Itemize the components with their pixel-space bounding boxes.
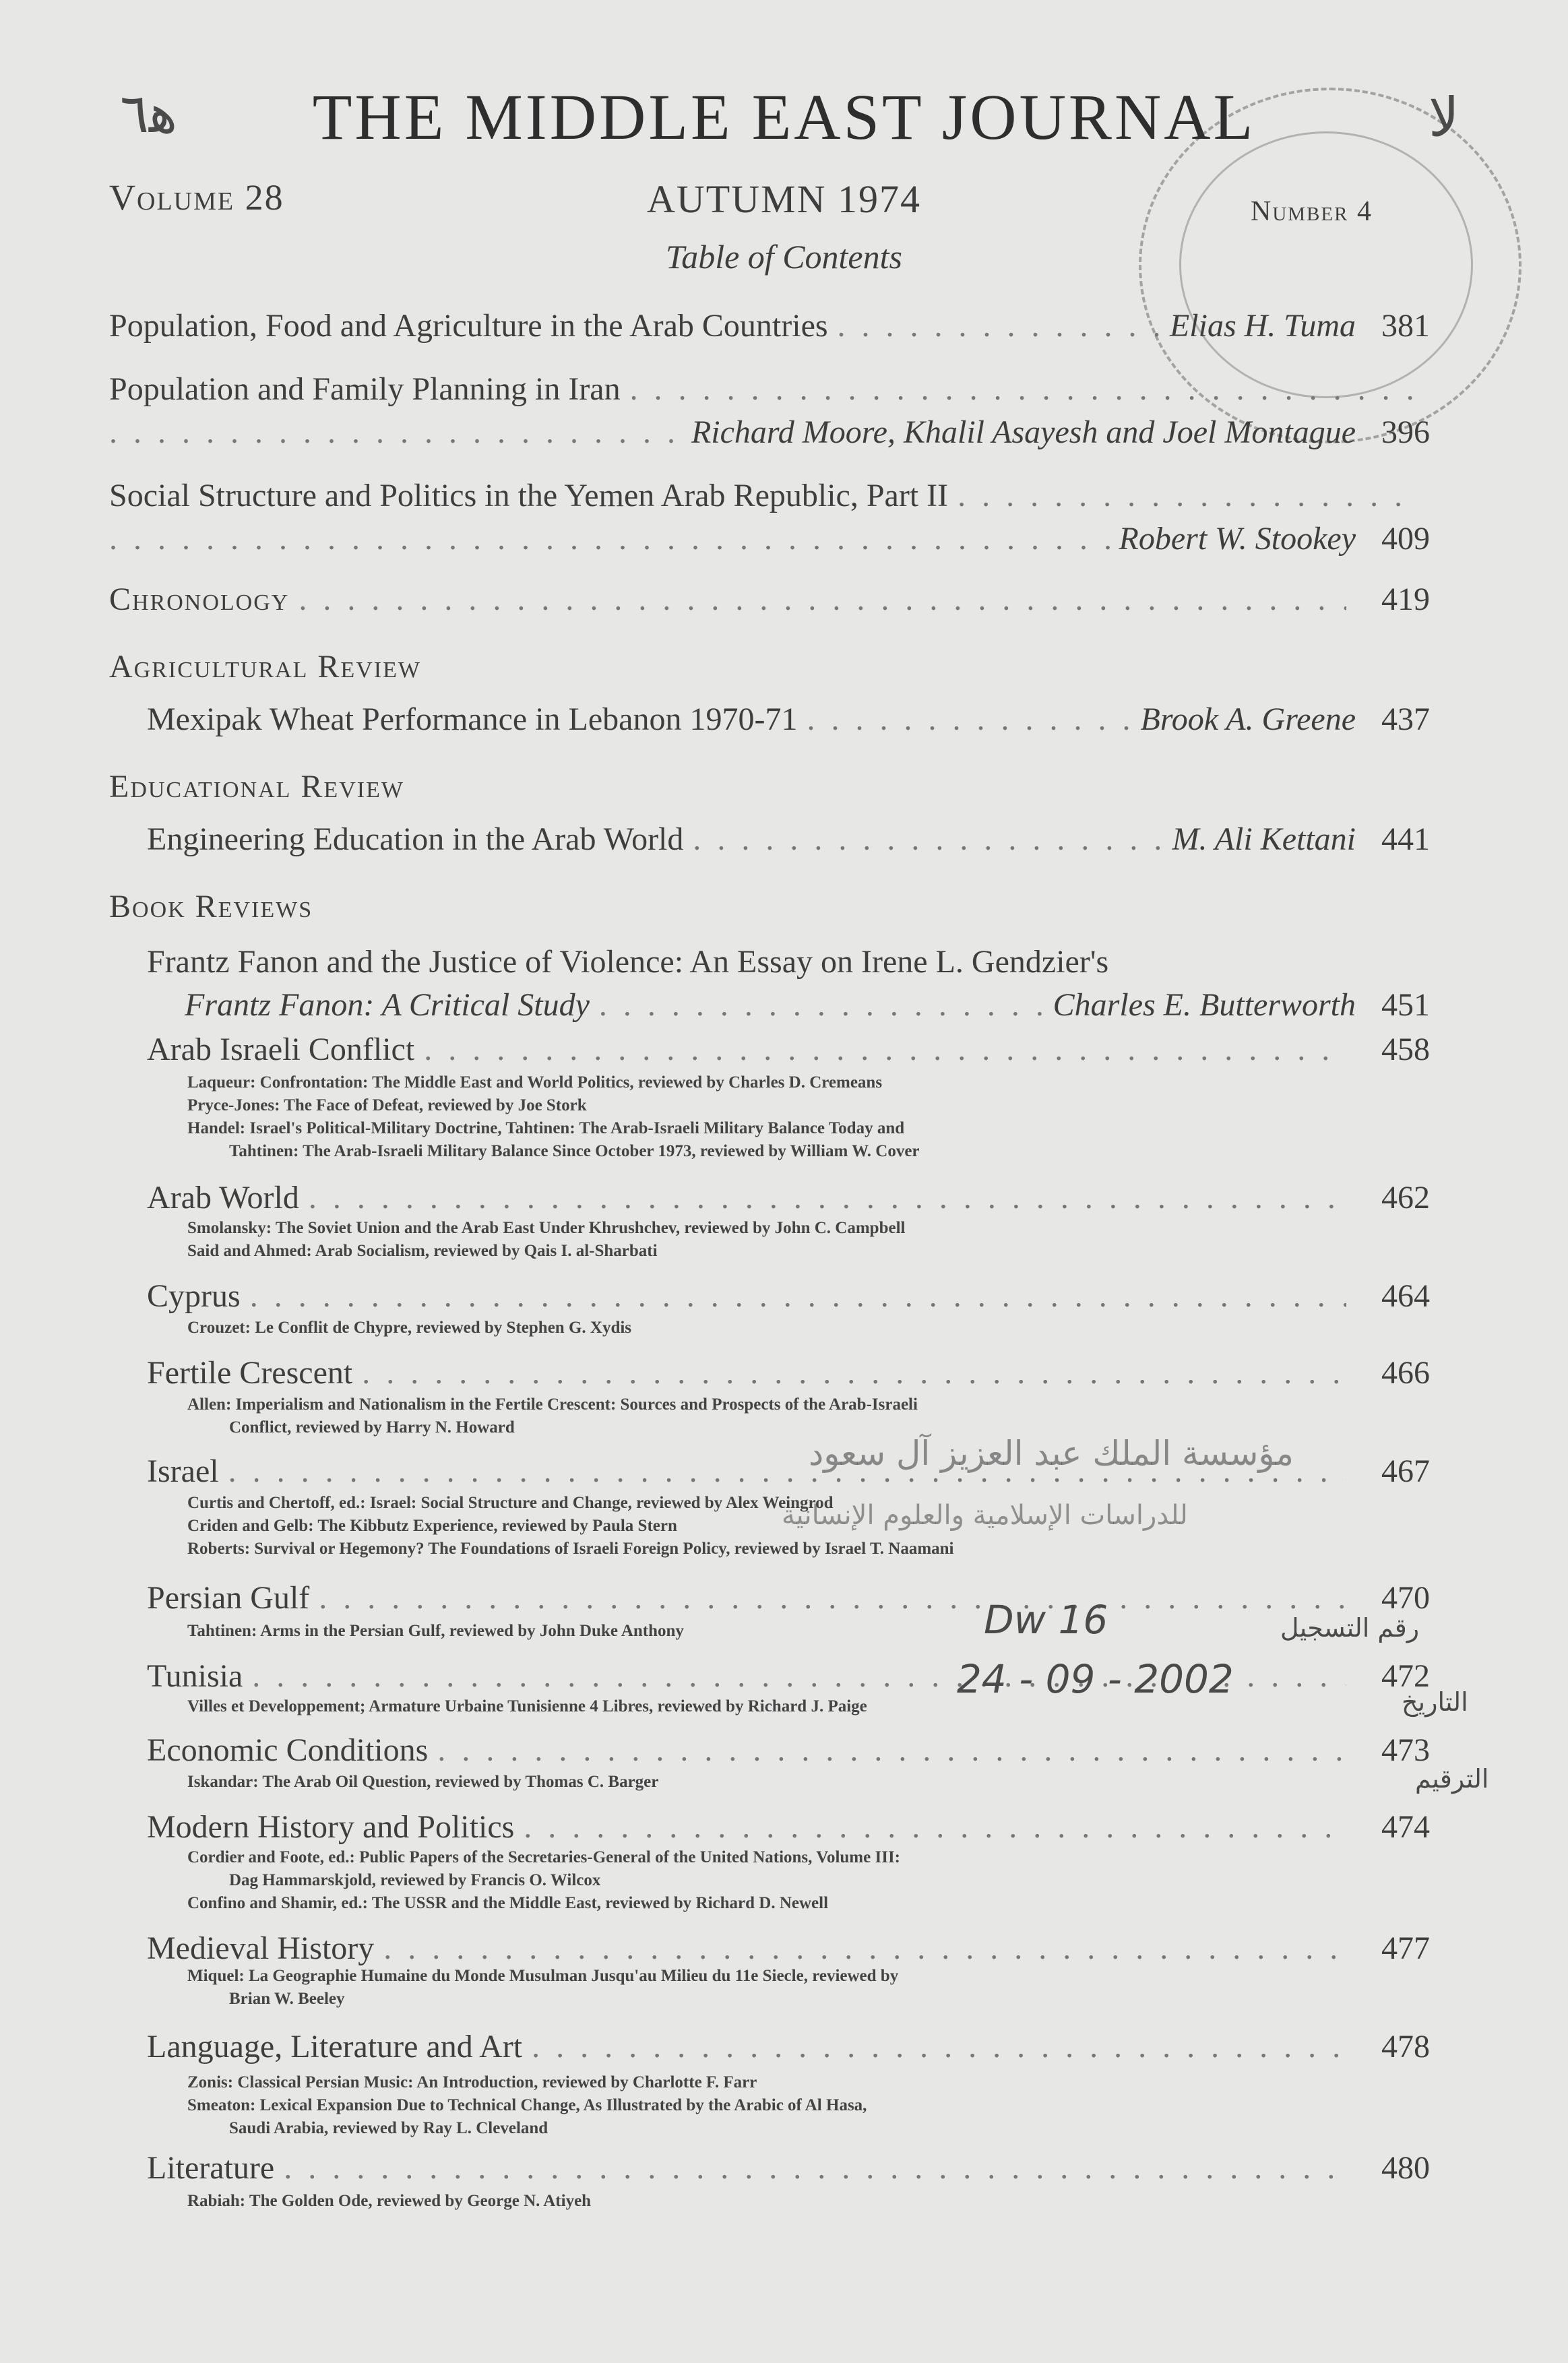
review-item: Tahtinen: The Arab-Israeli Military Balance Since October 1973, reviewed by William W. Cover	[229, 1142, 920, 1160]
review-items	[187, 2071, 1333, 2140]
page-number: 451	[1381, 987, 1430, 1023]
review-section-entry	[109, 1806, 1430, 1849]
dot-leader	[532, 2025, 1346, 2069]
review-item: Smeaton: Lexical Expansion Due to Technical Change, As Illustrated by the Arabic of Al Hasa,	[187, 2096, 867, 2114]
review-item: Crouzet: Le Conflit de Chypre, reviewed by Stephen G. Xydis	[187, 1319, 632, 1337]
review-item: Brian W. Beeley	[229, 1990, 345, 2008]
fanon-entry	[109, 941, 1430, 1027]
section-label: Educational Review	[109, 769, 404, 805]
section-label: Book Reviews	[109, 889, 313, 924]
review-section-entry	[109, 1176, 1430, 1220]
article-entry	[109, 305, 1430, 348]
stamp-class-label: الترقيم	[1415, 1764, 1489, 1794]
review-item: Dag Hammarskjold, reviewed by Francis O. Wilcox	[229, 1871, 601, 1889]
review-section-title: Literature	[147, 2150, 275, 2186]
review-item: Cordier and Foote, ed.: Public Papers of the Secretaries-General of the United Nations, Volume III:	[187, 1848, 900, 1866]
page-number: 462	[1381, 1180, 1430, 1216]
review-items	[187, 1620, 1333, 1643]
review-section-title: Cyprus	[147, 1278, 241, 1314]
dot-leader	[109, 411, 682, 454]
dot-leader	[524, 1806, 1346, 1849]
page-number: 473	[1381, 1732, 1430, 1768]
stamp-date-label: التاريخ	[1402, 1687, 1468, 1717]
review-item: Villes et Developpement; Armature Urbaine Tunisienne 4 Libres, reviewed by Richard J. Paige	[187, 1697, 867, 1715]
dot-leader	[958, 474, 1420, 517]
review-items	[187, 1317, 1333, 1340]
review-item: Saudi Arabia, reviewed by Ray L. Cleveland	[229, 2119, 548, 2137]
dot-leader	[250, 1275, 1346, 1318]
educational-review-heading	[109, 765, 1430, 809]
page-number: 472	[1381, 1658, 1430, 1694]
page-number: 441	[1381, 821, 1430, 857]
dot-leader	[437, 1729, 1346, 1772]
review-section-entry	[109, 1927, 1430, 1970]
review-item: Roberts: Survival or Hegemony? The Foundations of Israeli Foreign Policy, reviewed by Israel T. Naamani	[187, 1540, 954, 1558]
article-author: M. Ali Kettani	[1172, 821, 1356, 857]
article-title: Mexipak Wheat Performance in Lebanon 1970-71	[147, 701, 798, 737]
issue-number: Number 4	[1251, 196, 1373, 227]
review-section-title: Fertile Crescent	[147, 1355, 353, 1391]
page-number: 437	[1381, 701, 1430, 737]
dot-leader	[424, 1028, 1346, 1071]
journal-title: THE MIDDLE EAST JOURNAL	[312, 81, 1256, 153]
dot-leader	[309, 1176, 1346, 1220]
stamp-date-value: 24 - 09 - 2002	[957, 1656, 1234, 1702]
stamp-reg-label: رقم التسجيل	[1280, 1613, 1420, 1643]
review-section-entry	[109, 1729, 1430, 1772]
review-section-title: Language, Literature and Art	[147, 2029, 523, 2065]
article-entry	[109, 474, 1430, 561]
review-items	[187, 1846, 1333, 1915]
educational-review-entry	[109, 818, 1430, 861]
review-item: Curtis and Chertoff, ed.: Israel: Social Structure and Change, reviewed by Alex Weingrod	[187, 1494, 834, 1512]
review-section-entry	[109, 2147, 1430, 2190]
review-items	[187, 1393, 1333, 1439]
review-item: Miquel: La Geographie Humaine du Monde Musulman Jusqu'au Milieu du 11e Siecle, reviewed by	[187, 1967, 899, 1985]
review-item: Pryce-Jones: The Face of Defeat, reviewed by Joe Stork	[187, 1096, 587, 1114]
article-entry	[109, 368, 1430, 454]
article-author: Elias H. Tuma	[1169, 308, 1356, 344]
dot-leader	[630, 368, 1420, 411]
article-title: Population and Family Planning in Iran	[109, 371, 621, 407]
review-section-title: Tunisia	[147, 1658, 243, 1694]
review-section-entry	[109, 1028, 1430, 1071]
page-number: 477	[1381, 1930, 1430, 1966]
review-section-title: Arab World	[147, 1180, 299, 1216]
corner-mark-left: ﻫ٦	[120, 82, 178, 145]
dot-leader	[299, 578, 1346, 621]
section-label: Chronology	[109, 581, 290, 617]
dot-leader	[599, 984, 1044, 1027]
page-number: 470	[1381, 1580, 1430, 1616]
review-item: Said and Ahmed: Arab Socialism, reviewed by Qais I. al-Sharbati	[187, 1242, 658, 1260]
dot-leader	[807, 698, 1131, 741]
review-items	[187, 2190, 1333, 2213]
review-section-title: Economic Conditions	[147, 1732, 429, 1768]
dot-leader	[362, 1352, 1346, 1395]
book-title: Frantz Fanon: A Critical Study	[185, 987, 590, 1023]
agricultural-review-entry	[109, 698, 1430, 741]
article-author: Brook A. Greene	[1140, 701, 1356, 737]
page-number: 464	[1381, 1278, 1430, 1314]
dot-leader	[838, 305, 1160, 348]
review-item: Allen: Imperialism and Nationalism in the Fertile Crescent: Sources and Prospects of the Arab-Israeli	[187, 1395, 918, 1414]
review-item: Conflict, reviewed by Harry N. Howard	[229, 1418, 515, 1437]
page-number: 396	[1381, 414, 1430, 450]
dot-leader	[284, 2147, 1346, 2190]
review-section-title: Persian Gulf	[147, 1580, 310, 1616]
review-items	[187, 1965, 1333, 2011]
page-number: 409	[1381, 521, 1430, 557]
section-label: Agricultural Review	[109, 649, 421, 685]
page-number: 419	[1381, 581, 1430, 617]
page-number: 467	[1381, 1453, 1430, 1489]
review-item: Tahtinen: Arms in the Persian Gulf, reviewed by John Duke Anthony	[187, 1622, 684, 1640]
stamp-text-line1: مؤسسة الملك عبد العزيز آل سعود	[809, 1434, 1294, 1473]
review-section-title: Israel	[147, 1453, 219, 1489]
article-author: Charles E. Butterworth	[1053, 987, 1356, 1023]
review-item: Smolansky: The Soviet Union and the Arab East Under Khrushchev, reviewed by John C. Campbell	[187, 1219, 906, 1237]
review-items	[187, 1771, 1333, 1794]
review-section-entry	[109, 1275, 1430, 1318]
review-section-entry	[109, 2025, 1430, 2069]
page-number: 474	[1381, 1809, 1430, 1845]
dot-leader	[383, 1927, 1346, 1970]
review-section-title: Arab Israeli Conflict	[147, 1032, 415, 1067]
article-title: Social Structure and Politics in the Yemen Arab Republic, Part II	[109, 478, 949, 513]
review-item: Handel: Israel's Political-Military Doctrine, Tahtinen: The Arab-Israeli Military Balance Today and	[187, 1119, 905, 1137]
review-items	[187, 1071, 1333, 1163]
review-section-title: Medieval History	[147, 1930, 375, 1966]
review-item: Confino and Shamir, ed.: The USSR and the Middle East, reviewed by Richard D. Newell	[187, 1894, 829, 1912]
article-author: Richard Moore, Khalil Asayesh and Joel Montague	[691, 414, 1356, 450]
page-number: 458	[1381, 1032, 1430, 1067]
issue-season: AUTUMN 1974	[646, 177, 922, 221]
review-item: Laqueur: Confrontation: The Middle East and World Politics, reviewed by Charles D. Cremeans	[187, 1073, 883, 1092]
volume-label: Volume 28	[109, 177, 284, 218]
dot-leader	[109, 517, 1110, 561]
review-items	[187, 1217, 1333, 1263]
article-title: Engineering Education in the Arab World	[147, 821, 684, 857]
agricultural-review-heading	[109, 645, 1430, 689]
dot-leader	[693, 818, 1162, 861]
review-section-title: Modern History and Politics	[147, 1809, 515, 1845]
review-section-entry	[109, 1352, 1430, 1395]
corner-mark-right: ﻟﺎ	[1429, 86, 1460, 149]
stamp-reg-value: Dw 16	[984, 1597, 1108, 1643]
dot-leader	[319, 1577, 1346, 1620]
page-number: 381	[1381, 308, 1430, 344]
page-number: 480	[1381, 2150, 1430, 2186]
article-author: Robert W. Stookey	[1119, 521, 1356, 557]
review-item: Zonis: Classical Persian Music: An Introduction, reviewed by Charlotte F. Farr	[187, 2073, 757, 2091]
page-number: 466	[1381, 1355, 1430, 1391]
review-item: Rabiah: The Golden Ode, reviewed by George N. Atiyeh	[187, 2192, 592, 2210]
review-item: Criden and Gelb: The Kibbutz Experience, reviewed by Paula Stern	[187, 1517, 677, 1535]
book-reviews-heading	[109, 885, 1430, 928]
review-section-entry	[109, 1577, 1430, 1620]
toc-heading: Table of Contents	[666, 238, 902, 276]
chronology-entry	[109, 578, 1430, 621]
review-item: Iskandar: The Arab Oil Question, reviewed by Thomas C. Barger	[187, 1773, 659, 1791]
stamp-text-line2: للدراسات الإسلامية والعلوم الإنسانية	[782, 1500, 1188, 1531]
page-number: 478	[1381, 2029, 1430, 2065]
article-title: Population, Food and Agriculture in the Arab Countries	[109, 308, 828, 344]
article-title: Frantz Fanon and the Justice of Violence: An Essay on Irene L. Gendzier's	[147, 944, 1109, 980]
